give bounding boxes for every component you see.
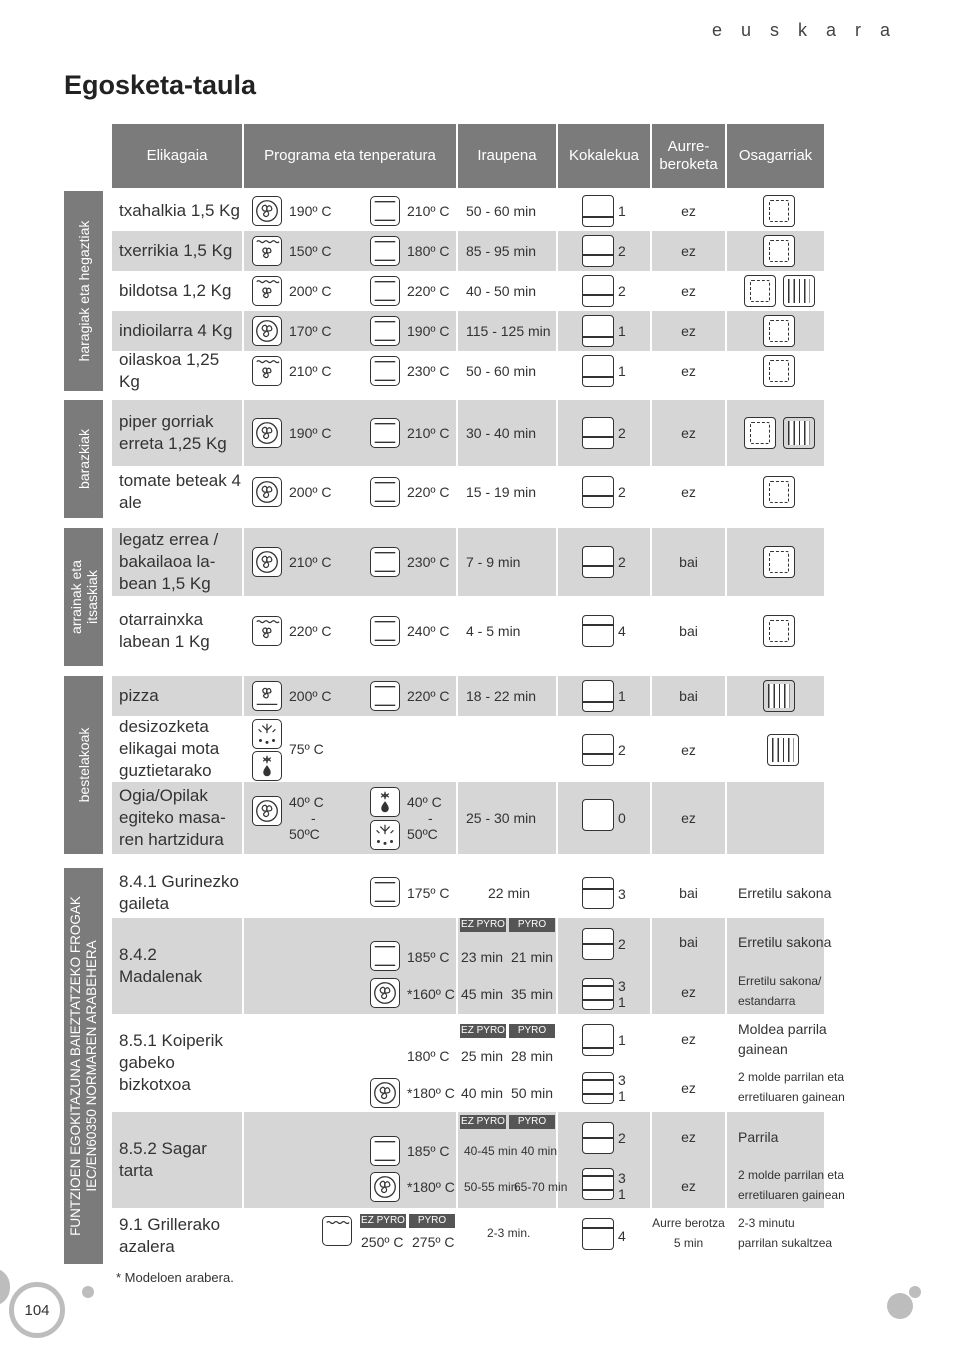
table-row: [112, 528, 824, 596]
tag-pyro: PYRO: [509, 1024, 555, 1038]
food-name: txerrikia 1,5 Kg: [119, 241, 233, 260]
cooking-time-no-pyro: 45 min: [461, 986, 504, 1002]
table-row: [112, 466, 824, 518]
cooking-time-no-pyro: 50-55 min: [464, 1180, 518, 1194]
tag-no-pyro: EZ PYRO: [361, 1215, 405, 1226]
temperature-2: 230º C: [407, 363, 450, 379]
temperature: *160º C: [407, 986, 455, 1002]
shelf-position: 1: [618, 323, 626, 339]
temperature-1: 200º C: [289, 688, 332, 704]
temperature: *180º C: [407, 1085, 455, 1101]
fan-grill-icon: [252, 356, 282, 386]
cooking-time-pyro: 50 min: [511, 1085, 554, 1101]
temperature-2-dash: -: [428, 810, 433, 826]
food-name: 8.5.2 Sagar tarta: [119, 1139, 207, 1180]
cooking-time-pyro: 40 min: [521, 1144, 558, 1158]
shelf-position: 2: [618, 554, 626, 570]
shelf-position: 1: [618, 363, 626, 379]
accessory: gainean: [738, 1041, 788, 1057]
cooking-time: 85 - 95 min: [466, 243, 537, 259]
shelf-position-icon: [582, 476, 614, 508]
top-bottom-heat-icon: [370, 196, 400, 226]
fan-icon: [252, 796, 282, 826]
cooking-time-pyro: 21 min: [511, 949, 554, 965]
temperature-1: 170º C: [289, 323, 332, 339]
shelf-position-icon: [582, 1024, 614, 1056]
temperature-2: 210º C: [407, 203, 450, 219]
table-row: [112, 351, 824, 391]
shelf-position: 2: [618, 283, 626, 299]
preheat: ez: [681, 742, 696, 758]
cooking-time-no-pyro: 23 min: [461, 949, 504, 965]
shelf-position-icon: [582, 417, 614, 449]
shelf-position: 1: [618, 1032, 626, 1048]
fan-icon: [370, 1172, 400, 1202]
table-row: [112, 716, 824, 782]
top-bottom-heat-icon: [370, 356, 400, 386]
food-name: 9.1 Grillerako azalera: [119, 1215, 221, 1256]
cooking-time-no-pyro: 40-45 min: [464, 1144, 518, 1158]
shelf-position: 4: [618, 623, 626, 639]
tag-no-pyro: EZ PYRO: [461, 1116, 505, 1127]
header-position: Kokalekua: [558, 124, 650, 188]
cooking-time: 25 - 30 min: [466, 810, 537, 826]
top-bottom-heat-icon: [370, 941, 400, 971]
top-bottom-heat-icon: [370, 877, 400, 907]
temperature: 175º C: [407, 885, 450, 901]
shelf-position: 1: [618, 994, 626, 1010]
shelf-position-icon: [582, 978, 614, 1010]
temperature-1: 210º C: [289, 363, 332, 379]
preheat: bai: [679, 688, 698, 704]
food-name: otarrainxka labean 1 Kg: [119, 610, 210, 651]
temperature-2: 180º C: [407, 243, 450, 259]
header-food: Elikagaia: [112, 124, 242, 188]
temperature-2: 220º C: [407, 484, 450, 500]
preheat: 5 min: [673, 1236, 704, 1250]
preheat: bai: [679, 623, 698, 639]
shelf-position-icon: [582, 1122, 614, 1154]
cooking-time: 4 - 5 min: [466, 623, 521, 639]
preheat: ez: [681, 203, 696, 219]
temperature-1: 190º C: [289, 425, 332, 441]
baking-tray-icon: [763, 235, 795, 267]
header-time: Iraupena: [458, 124, 556, 188]
header-accessories: Osagarriak: [727, 124, 824, 188]
food-name: pizza: [119, 686, 159, 705]
baking-tray-icon: [763, 315, 795, 347]
cooking-time-pyro: 65-70 min: [514, 1180, 568, 1194]
cooking-time-no-pyro: 25 min: [461, 1048, 504, 1064]
defrost-icon: [252, 719, 282, 749]
category-tests: FUNTZIOEN EGOKITAZUNA BAIEZTATZEKO FROGAK IEC/EN60350 NORMAREN ARABEHERA: [64, 868, 103, 1264]
baking-tray-icon: [763, 476, 795, 508]
accessory: Parrila: [738, 1129, 779, 1145]
accessory: parrilan sukaltzea: [738, 1236, 833, 1250]
accessory: 2 molde parrilan eta: [738, 1070, 845, 1084]
preheat: ez: [681, 363, 696, 379]
shelf-position-icon: [582, 734, 614, 766]
preheat: ez: [681, 1178, 696, 1194]
preheat: ez: [681, 484, 696, 500]
table-row: [112, 782, 824, 854]
decor-dot: [0, 1268, 10, 1306]
shelf-position-icon: [582, 877, 614, 909]
shelf-position-icon: [582, 1168, 614, 1200]
top-bottom-heat-icon: [370, 1136, 400, 1166]
food-name: tomate beteak 4 ale: [119, 471, 241, 512]
shelf-position: 1: [618, 688, 626, 704]
top-bottom-heat-icon: [370, 547, 400, 577]
cooking-time: 2-3 min.: [487, 1226, 531, 1240]
shelf-position-icon: [582, 1218, 614, 1250]
shelf-position: 2: [618, 742, 626, 758]
temperature: 180º C: [407, 1048, 450, 1064]
food-name: oilaskoa 1,25 Kg: [119, 350, 220, 391]
cooking-time-pyro: 28 min: [511, 1048, 554, 1064]
shelf-position: 2: [618, 425, 626, 441]
table-row: [112, 191, 824, 231]
baking-tray-icon: [763, 546, 795, 578]
baking-tray-icon: [744, 275, 776, 307]
accessory: Erretilu sakona: [738, 934, 832, 950]
temperature-pyro: 275º C: [412, 1234, 455, 1250]
table-row: [112, 1014, 845, 1112]
shelf-position: 1: [618, 1186, 626, 1202]
baking-tray-icon: [763, 195, 795, 227]
cooking-time-pyro: 35 min: [511, 986, 554, 1002]
table-row: [112, 596, 824, 666]
accessory: erretiluaren gainean: [738, 1188, 845, 1202]
food-name: indioilarra 4 Kg: [119, 321, 233, 340]
temperature-1: 220º C: [289, 623, 332, 639]
wire-rack-icon: [763, 680, 795, 712]
tag-no-pyro: EZ PYRO: [461, 1025, 505, 1036]
food-name: txahalkia 1,5 Kg: [119, 201, 240, 220]
temperature: *180º C: [407, 1179, 455, 1195]
decor-dot: [82, 1286, 94, 1298]
temperature-1: 200º C: [289, 283, 332, 299]
shelf-position: 1: [618, 1088, 626, 1104]
tag-pyro: PYRO: [409, 1214, 455, 1228]
accessory: erretiluaren gainean: [738, 1090, 845, 1104]
cooking-time: 115 - 125 min: [466, 323, 551, 339]
food-name: 8.4.1 Gurinezko gaileta: [119, 872, 240, 913]
preheat: bai: [679, 934, 698, 950]
temperature-1: 200º C: [289, 484, 332, 500]
table-row: [112, 1208, 833, 1264]
accessory: Erretilu sakona/: [738, 974, 822, 988]
wire-rack-icon: [783, 417, 815, 449]
top-bottom-heat-icon: [370, 418, 400, 448]
shelf-position: 2: [618, 1130, 626, 1146]
fan-grill-icon: [252, 276, 282, 306]
temperature-1: 50ºC: [289, 826, 320, 842]
preheat: ez: [681, 243, 696, 259]
temperature-2: 210º C: [407, 425, 450, 441]
fan-grill-icon: [252, 236, 282, 266]
wire-rack-icon: [767, 734, 799, 766]
temperature-2: 240º C: [407, 623, 450, 639]
preheat: ez: [681, 1129, 696, 1145]
shelf-position: 3: [618, 886, 626, 902]
defrost-drop-icon: [252, 751, 282, 781]
fan-icon: [252, 316, 282, 346]
top-bottom-heat-icon: [370, 316, 400, 346]
shelf-position-icon: [582, 615, 614, 647]
preheat: ez: [681, 283, 696, 299]
cooking-time: 15 - 19 min: [466, 484, 537, 500]
tag-pyro: PYRO: [509, 918, 555, 932]
shelf-position: 2: [618, 936, 626, 952]
preheat: ez: [681, 810, 696, 826]
shelf-position-icon: [582, 546, 614, 578]
temperature-1-dash: -: [311, 810, 316, 826]
shelf-position-icon: [582, 315, 614, 347]
preheat: bai: [679, 885, 698, 901]
accessory: estandarra: [738, 994, 796, 1008]
fan-icon: [252, 547, 282, 577]
shelf-position-icon: [582, 235, 614, 267]
category-other: bestelakoak: [64, 676, 103, 854]
temperature-2: 40º C: [407, 794, 442, 810]
fan-icon: [370, 1078, 400, 1108]
cooking-time: 22 min: [488, 885, 531, 901]
defrost-drop-icon: [370, 787, 400, 817]
category-meat: haragiak eta hegaztiak: [64, 191, 103, 391]
decor-dot: [909, 1286, 921, 1298]
table-row: [112, 868, 832, 918]
shelf-position-icon: [582, 195, 614, 227]
top-bottom-heat-icon: [370, 616, 400, 646]
preheat: ez: [681, 425, 696, 441]
top-bottom-heat-icon: [370, 681, 400, 711]
footnote: * Modeloen arabera.: [116, 1270, 234, 1285]
table-row: [112, 231, 824, 271]
language-label: e u s k a r a: [712, 20, 898, 40]
food-name: Ogia/Opilak egiteko masa-ren hartzidura: [119, 786, 226, 849]
fan-icon: [252, 196, 282, 226]
shelf-position: 0: [618, 810, 626, 826]
cooking-time: 50 - 60 min: [466, 363, 537, 379]
preheat: ez: [681, 323, 696, 339]
baking-tray-icon: [763, 355, 795, 387]
page-title: Egosketa-taula: [64, 70, 257, 100]
category-fish: arrainak eta itsaskiak: [64, 528, 103, 666]
page-number: 104: [24, 1302, 50, 1319]
temperature-2: 220º C: [407, 283, 450, 299]
preheat: bai: [679, 554, 698, 570]
accessory: 2-3 minutu: [738, 1216, 795, 1230]
fan-icon: [252, 477, 282, 507]
shelf-position-icon: [582, 275, 614, 307]
table-row: [112, 918, 832, 1014]
shelf-position: 4: [618, 1228, 626, 1244]
fan-grill-icon: [252, 616, 282, 646]
accessory: Erretilu sakona: [738, 885, 832, 901]
defrost-icon: [370, 820, 400, 850]
baking-tray-icon: [763, 615, 795, 647]
preheat: ez: [681, 1080, 696, 1096]
food-name: desizozketa elikagai mota guztietarako: [119, 717, 220, 780]
top-bottom-heat-icon: [370, 276, 400, 306]
shelf-position: 3: [618, 978, 626, 994]
temperature-1: 190º C: [289, 203, 332, 219]
food-name: bildotsa 1,2 Kg: [119, 281, 232, 300]
table-row: [112, 676, 824, 716]
fan-icon: [370, 978, 400, 1008]
grill-icon: [322, 1216, 352, 1246]
tag-no-pyro: EZ PYRO: [461, 919, 505, 930]
table-row: [112, 271, 824, 311]
shelf-position: 3: [618, 1072, 626, 1088]
food-name: 8.4.2 Madalenak: [119, 945, 203, 986]
cooking-time: 7 - 9 min: [466, 554, 521, 570]
temperature-2: 50ºC: [407, 826, 438, 842]
fan-bottom-heat-icon: [252, 681, 282, 711]
table-row: [112, 400, 824, 466]
accessory: 2 molde parrilan eta: [738, 1168, 845, 1182]
shelf-position-icon: [582, 799, 614, 831]
shelf-position: 1: [618, 203, 626, 219]
shelf-position-icon: [582, 1072, 614, 1104]
shelf-position-icon: [582, 355, 614, 387]
table-row: [112, 311, 824, 351]
top-bottom-heat-icon: [370, 477, 400, 507]
header-preheat: Aurre-beroketa: [652, 124, 725, 188]
category-veg: barazkiak: [64, 400, 103, 518]
cooking-time: 18 - 22 min: [466, 688, 537, 704]
shelf-position: 3: [618, 1170, 626, 1186]
cooking-time: 40 - 50 min: [466, 283, 537, 299]
cooking-time-no-pyro: 40 min: [461, 1085, 504, 1101]
preheat: Aurre berotza: [652, 1216, 725, 1230]
page-number-circle: [9, 1282, 65, 1338]
top-bottom-heat-icon: [370, 236, 400, 266]
wire-rack-icon: [783, 275, 815, 307]
food-name: piper gorriak erreta 1,25 Kg: [119, 412, 227, 453]
temperature-no-pyro: 250º C: [361, 1234, 404, 1250]
shelf-position-icon: [582, 680, 614, 712]
preheat: ez: [681, 1031, 696, 1047]
temperature-1: 75º C: [289, 741, 324, 757]
temperature-2: 190º C: [407, 323, 450, 339]
food-name: 8.5.1 Koiperik gabeko bizkotxoa: [119, 1031, 223, 1094]
shelf-position: 2: [618, 484, 626, 500]
tag-pyro: PYRO: [509, 1115, 555, 1129]
food-name: legatz errea / bakailaoa la-bean 1,5 Kg: [119, 530, 219, 593]
shelf-position-icon: [582, 928, 614, 960]
preheat: ez: [681, 984, 696, 1000]
fan-icon: [252, 418, 282, 448]
temperature-1: 210º C: [289, 554, 332, 570]
accessory: Moldea parrila: [738, 1021, 827, 1037]
temperature-1: 150º C: [289, 243, 332, 259]
cooking-time: 30 - 40 min: [466, 425, 537, 441]
temperature: 185º C: [407, 1143, 450, 1159]
temperature-1: 40º C: [289, 794, 324, 810]
shelf-position: 2: [618, 243, 626, 259]
table-row: [112, 1112, 845, 1208]
decor-dot: [887, 1293, 913, 1319]
temperature: 185º C: [407, 949, 450, 965]
temperature-2: 220º C: [407, 688, 450, 704]
baking-tray-icon: [744, 417, 776, 449]
temperature-2: 230º C: [407, 554, 450, 570]
cooking-time: 50 - 60 min: [466, 203, 537, 219]
header-program: Programa eta tenperatura: [244, 124, 456, 188]
